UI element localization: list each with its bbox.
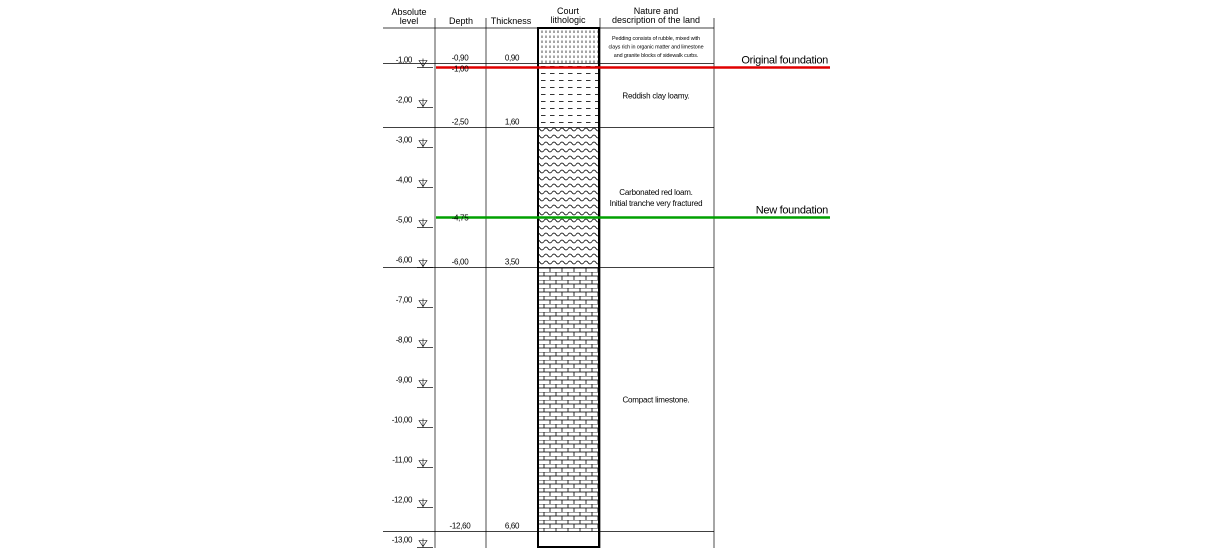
absolute-level-label: -11,00 <box>392 455 412 465</box>
absolute-level-label: -1,00 <box>395 55 412 65</box>
header-absolute-level-line2: level <box>399 16 419 26</box>
absolute-level-label: -10,00 <box>391 415 412 425</box>
header-court-line1: Court <box>556 6 580 16</box>
absolute-level-label: -9,00 <box>395 375 412 385</box>
header-thickness: Thickness <box>490 16 532 26</box>
layer-thickness-label: 3,50 <box>504 257 520 267</box>
layer-depth-label: -0,90 <box>451 53 469 63</box>
layer-description-line: and granite blocks of sidewalk curbs. <box>613 53 699 59</box>
lithology-fills <box>539 28 598 532</box>
layer-description-line: Carbonated red loam. <box>619 188 693 197</box>
layer-description-line: Pedding consists of rubble, mixed with <box>612 36 700 42</box>
layer-depth-label: -6,00 <box>451 257 469 267</box>
layer-depth-label: -2,50 <box>451 117 469 127</box>
lithology-fill-limestone <box>539 268 598 532</box>
layer-thickness-label: 0,90 <box>504 53 520 63</box>
absolute-level-label: -2,00 <box>395 95 412 105</box>
absolute-level-label: -6,00 <box>395 255 412 265</box>
absolute-level-label: -12,00 <box>391 495 412 505</box>
layer-description-line: Compact limestone. <box>622 395 690 405</box>
lithology-fill-loam <box>539 128 598 268</box>
foundation-label: New foundation <box>755 204 828 217</box>
layer-description-line: Reddish clay loamy. <box>622 91 690 101</box>
absolute-level-label: -5,00 <box>395 215 412 225</box>
header-court-line2: lithologic <box>550 15 586 25</box>
absolute-level-label: -3,00 <box>395 135 412 145</box>
header-nature-line2: description of the land <box>611 15 701 25</box>
lithology-fill-clay <box>539 64 598 128</box>
layer-description-line: Initial tranche very fractured <box>609 199 703 208</box>
absolute-level-label: -13,00 <box>391 535 412 545</box>
column-headers <box>391 6 700 26</box>
absolute-level-label: -4,00 <box>395 175 412 185</box>
absolute-level-label: -7,00 <box>395 295 412 305</box>
absolute-level-label: -8,00 <box>395 335 412 345</box>
layer-depth-label: -12,60 <box>449 521 471 531</box>
lithology-fill-padding <box>539 28 598 64</box>
layer-description-line: clays rich in organic matter and limestone <box>608 44 704 51</box>
foundation-depth-label: -1,00 <box>451 64 469 74</box>
absolute-level-scale <box>392 56 433 548</box>
layer-thickness-label: 6,60 <box>504 521 520 531</box>
header-nature-line1: Nature and <box>633 6 679 16</box>
foundation-label: Original foundation <box>741 54 828 67</box>
header-depth: Depth <box>448 16 474 26</box>
layer-thickness-label: 1,60 <box>504 117 520 127</box>
foundation-markers <box>436 55 830 223</box>
header-absolute-level-line1: Absolute <box>391 7 427 17</box>
foundation-depth-label: -4,75 <box>451 213 469 223</box>
